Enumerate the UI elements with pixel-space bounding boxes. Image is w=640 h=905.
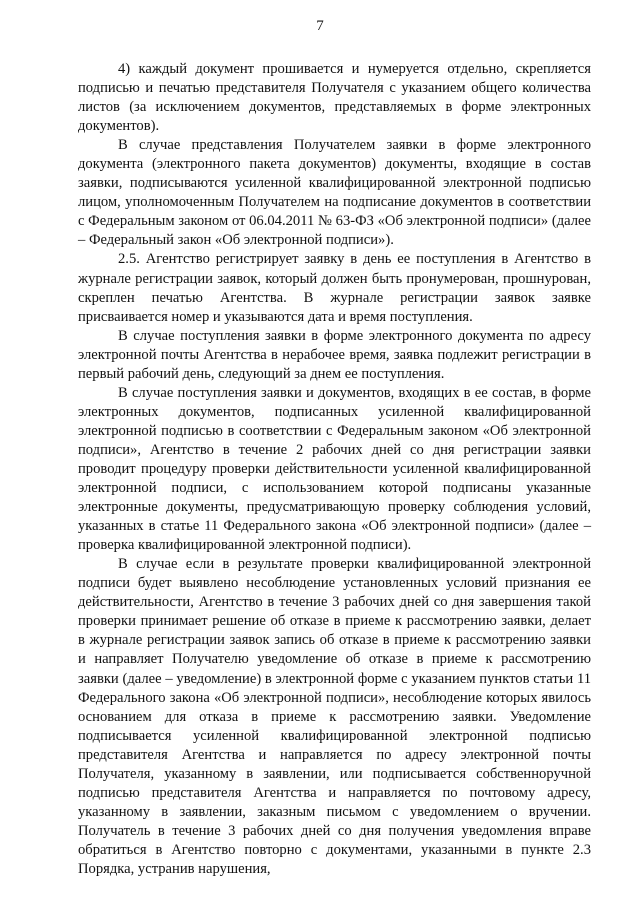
paragraph-electronic-submission: В случае представления Получателем заявки в форме электронного документа (электронного пакета документов) документы, входящие в состав заявки, подписываются усиленной квалифицированной электронной подписью лицом, уполномоченным Получателем на подписание документов в соответствии с Федеральным законом от 06.04.2011 № 63-ФЗ «Об электронной подписи» (далее – Федеральный закон «Об электронной подписи»). — [78, 137, 591, 249]
page-number: 7 — [316, 18, 324, 34]
paragraph-signature-check: В случае поступления заявки и документов, входящих в ее состав, в форме электронных документов, подписанных усиленной квалифицированной электронной подписью в соответствии с Федеральным законом «Об электронной подписи», Агентство в течение 2 рабочих дней со дня регистрации заявки проводит процедуру проверки действительности усиленной квалифицированной электронной подписи, с использованием которой подписаны указанные электронные документы, предусматривающую проверку соблюдения условий, указанных в статье 11 Федерального закона «Об электронной подписи» (далее – проверка квалифицированной электронной подписи). — [78, 384, 591, 554]
document-body — [78, 60, 591, 879]
paragraph-refusal-notice: В случае если в результате проверки квалифицированной электронной подписи будет выявлено несоблюдение установленных условий признания ее действительности, Агентство в течение 3 рабочих дней со дня завершения такой проверки принимает решение об отказе в приеме к рассмотрению заявки, делает в журнале регистрации заявок запись об отказе в приеме к рассмотрению заявки и направляет Получателю уведомление об отказе в приеме к рассмотрению заявки (далее – уведомление) в электронной форме с указанием пунктов статьи 11 Федерального закона «Об электронной подписи», несоблюдение которых явилось основанием для отказа в приеме к рассмотрению заявки. Уведомление подписывается усиленной квалифицированной электронной подписью представителя Агентства и направляется по адресу электронной почты Получателя, указанному в заявлении, или подписывается собственноручной подписью представителя Агентства и направляется по почтовому адресу, указанному в заявлении, заказным письмом с уведомлением о вручении. Получатель в течение 3 рабочих дней со дня получения уведомления вправе обратиться в Агентство повторно с документами, указанными в пункте 2.3 Порядка, устранив нарушения, — [78, 556, 591, 877]
paragraph-nonworking-time: В случае поступления заявки в форме электронного документа по адресу электронной почты Агентства в нерабочее время, заявка подлежит регистрации в первый рабочий день, следующий за днем ее поступления. — [78, 327, 591, 382]
paragraph-item-4-stitching: 4) каждый документ прошивается и нумеруется отдельно, скрепляется подписью и печатью представителя Получателя с указанием общего количества листов (за исключением документов, представляемых в форме электронных документов). — [78, 61, 591, 135]
paragraph-2-5-registration: 2.5. Агентство регистрирует заявку в день ее поступления в Агентство в журнале регистрации заявок, который должен быть пронумерован, прошнурован, скреплен печатью Агентства. В журнале регистрации заявок заявке присваивается номер и указываются дата и время поступления. — [78, 251, 591, 325]
